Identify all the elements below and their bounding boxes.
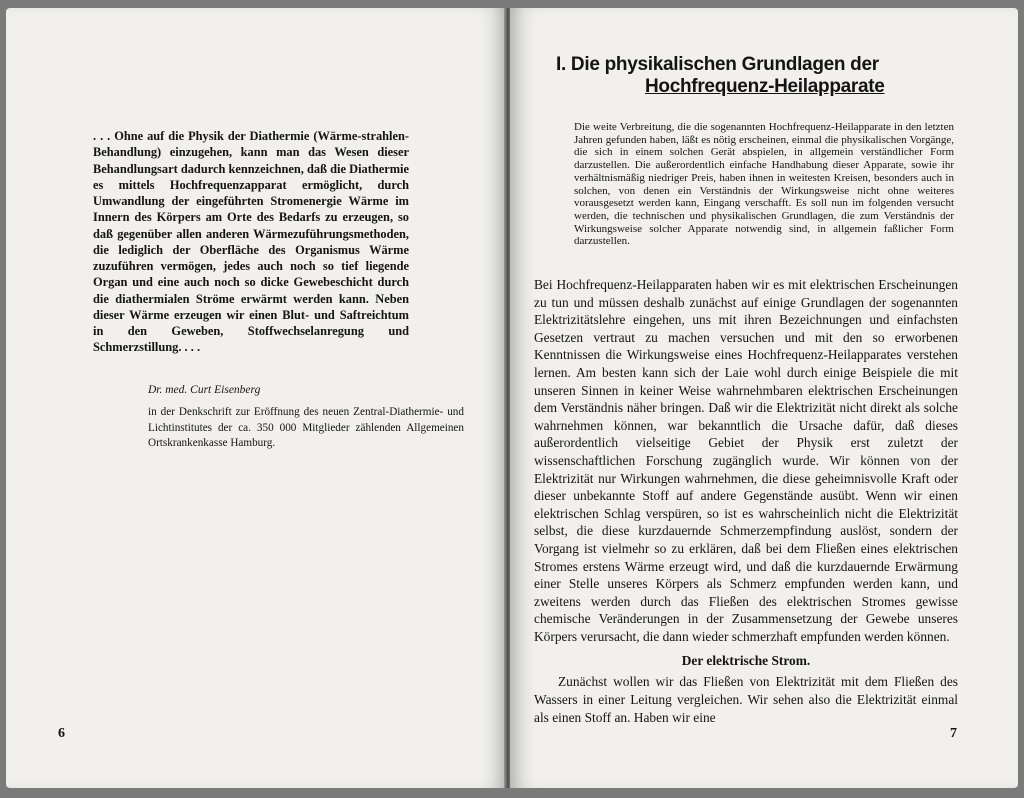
chapter-title-line-2: Hochfrequenz-Heilapparate xyxy=(645,76,885,97)
right-page xyxy=(510,8,1018,788)
section-paragraph: Zunächst wollen wir das Fließen von Elektrizität mit dem Fließen des Wassers in einer Leitung vergleichen. Wir sehen also die Elektrizität einmal als einen Stoff an. Haben wir eine xyxy=(534,674,958,725)
left-page xyxy=(6,8,506,788)
page-number-left: 6 xyxy=(58,726,65,741)
intro-paragraph: Die weite Verbreitung, die die sogenannten Hochfrequenz-Heilapparate in den letzten Jahren gefunden haben, läßt es nötig erscheinen, einmal die physikalischen Vorgänge, die sich in einem solchen Gerät abspielen, in allgemein verständlicher Form darzustellen. Die außerordentlich einfache Handhabung dieser Apparate, sowie ihr verhältnismäßig niedriger Preis, haben ihnen in weitesten Kreisen, besonders auch in solchen, von denen ein Verständnis der Wirkungsweise nicht ohne weiteres vorausgesetzt werden kann, Eingang verschafft. Es soll nun im folgenden versucht werden, die technischen und physikalischen Grundlagen, die zum Verständnis der Wirkungsweise solcher Apparate notwendig sind, in allgemein faßlicher Form darzustellen. xyxy=(574,121,954,248)
body-paragraph: Bei Hochfrequenz-Heilapparaten haben wir es mit elektrischen Erscheinungen zu tun und müssen deshalb zunächst auf einige Grundlagen der sogenannten Elektrizitätslehre eingehen, uns mit ihren Bezeichnungen und einfachsten Gesetzen vertraut zu machen versuchen und mit den so erworbenen Kenntnissen die Wirkungsweise eines Hochfrequenz-Heilapparates verstehen lernen. Am besten kann sich der Laie wohl durch einige Beispiele die mit unseren Sinnen in keiner Weise wahrnehmbaren elektrischen Erscheinungen dem Verständnis näher bringen. Daß wir die Elektrizität nicht direkt als solche wahrnehmen können, war bekanntlich die Ursache dafür, daß dieses außerordentlich vielseitige Gebiet der Physik erst zuletzt der wissenschaftlichen Forschung zugänglich wurde. Wir können von der Elektrizität nur Wirkungen wahrnehmen, die diese geheimnisvolle Kraft oder dieser unbekannte Stoff auf andere Gegenstände ausübt. Wenn wir einen elektrischen Schlag verspüren, so ist es wahrscheinlich nicht die Elektrizität selbst, die diese kurzdauernde Schmerzempfindung auslöst, sondern der Vorgang ist vielmehr so zu erklären, daß bei dem Fließen eines elektrischen Stromes erstens Wärme erzeugt wird, und daß die kurzdauernde Erwärmung einer Stelle unseres Körpers als Schmerz empfunden werden kann, und zweitens werden durch das Fließen des elektrischen Stromes gewisse chemische Veränderungen in der Zusammensetzung der Gewebe unseres Körpers verursacht, die dann wieder schmerzhaft empfunden werden können. xyxy=(534,277,958,644)
section-heading: Der elektrische Strom. xyxy=(681,653,811,668)
page-number-right: 7 xyxy=(950,726,957,741)
quote-author: Dr. med. Curt Eisenberg xyxy=(148,384,261,396)
quote-source: in der Denkschrift zur Eröffnung des neuen Zentral-Diathermie- und Lichtinstitutes der ca. 350 000 Mitglieder zählenden Allgemeinen Ortskrankenkasse Hamburg. xyxy=(148,406,464,450)
chapter-title-line-1: I. Die physikalischen Grundlagen der xyxy=(556,54,879,75)
quote-text: . . . Ohne auf die Physik der Diathermie (Wärme-strahlen-Behandlung) einzugehen, kann man das Wesen dieser Behandlungsart dadurch kennzeichnen, daß die Diathermie es mittels Hochfrequenzapparat ermöglicht, durch Umwandlung der eingeführten Stromenergie Wärme im Innern des Körpers am Orte des Bedarfs zu erzeugen, so daß gegenüber allen anderen Wärmezuführungsmethoden, die lediglich der Oberfläche des Organismus Wärme zuzuführen vermögen, jedes auch noch so tief liegende Organ und eine auch noch so dicke Gewebeschicht durch die diathermialen Ströme erwärmt werden kann. Neben dieser Wärme erzeugen wir einen Blut- und Saftreichtum in den Geweben, Stoffwechselanregung und Schmerzstillung. . . . xyxy=(93,129,409,355)
chapter-title xyxy=(556,54,966,98)
